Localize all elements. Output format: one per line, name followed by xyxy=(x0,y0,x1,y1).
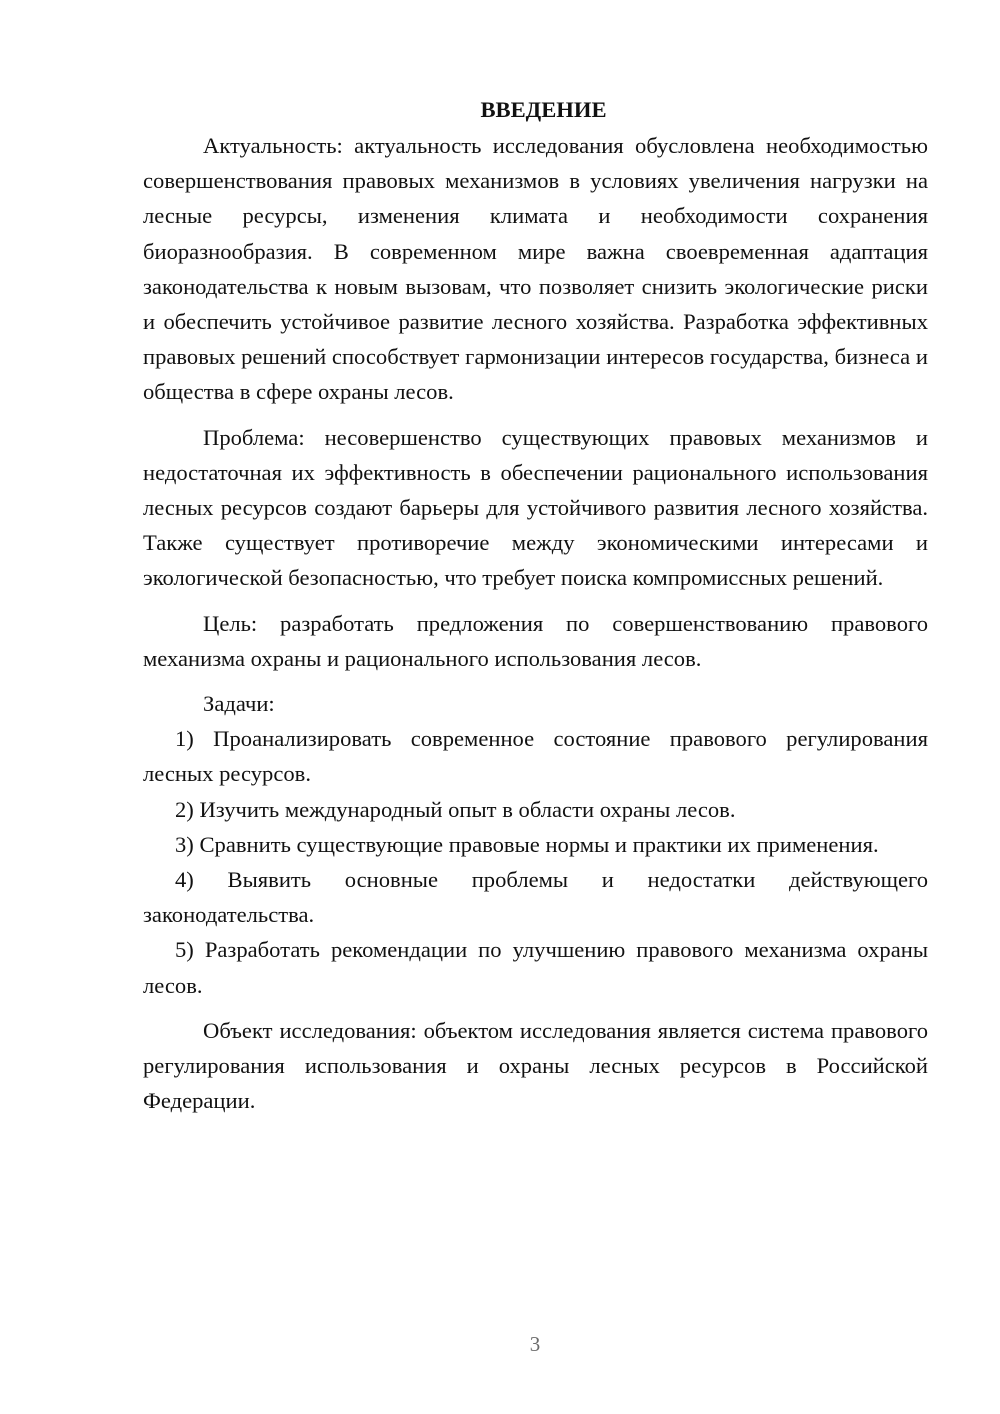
task-item-2: 2) Изучить международный опыт в области охраны лесов. xyxy=(175,796,736,822)
section-title: ВВЕДЕНИЕ xyxy=(480,97,607,122)
page-number: 3 xyxy=(529,1332,541,1356)
problem-paragraph: Проблема: несовершенство существующих правовых механизмов и недостаточная их эффективность в обеспечении рационального использования лесных ресурсов создают барьеры для устойчивого развития лесного хозяйства. Также существует противоречие между экономическими интересами и экологической безопасностью, что требует поиска компромиссных решений. xyxy=(143,424,928,591)
object-paragraph: Объект исследования: объектом исследования является система правового регулирования использования и охраны лесных ресурсов в Российской Федерации. xyxy=(143,1017,928,1114)
page-content xyxy=(143,92,928,1118)
tasks-heading: Задачи: xyxy=(203,691,275,717)
task-item-5: 5) Разработать рекомендации по улучшению правового механизма охраны лесов. xyxy=(143,937,928,998)
task-item-3: 3) Сравнить существующие правовые нормы и практики их применения. xyxy=(175,831,879,857)
task-item-4: 4) Выявить основные проблемы и недостатки действующего законодательства. xyxy=(143,867,928,928)
task-item-1: 1) Проанализировать современное состояние правового регулирования лесных ресурсов. xyxy=(143,726,928,787)
relevance-paragraph: Актуальность: актуальность исследования обусловлена необходимостью совершенствования правовых механизмов в условиях увеличения нагрузки на лесные ресурсы, изменения климата и необходимости сохранения биоразнообразия. В современном мире важна своевременная адаптация законодательства к новым вызовам, что позволяет снизить экологические риски и обеспечить устойчивое развитие лесного хозяйства. Разработка эффективных правовых решений способствует гармонизации интересов государства, бизнеса и общества в сфере охраны лесов. xyxy=(143,133,928,405)
goal-paragraph: Цель: разработать предложения по совершенствованию правового механизма охраны и рационального использования лесов. xyxy=(143,610,928,671)
